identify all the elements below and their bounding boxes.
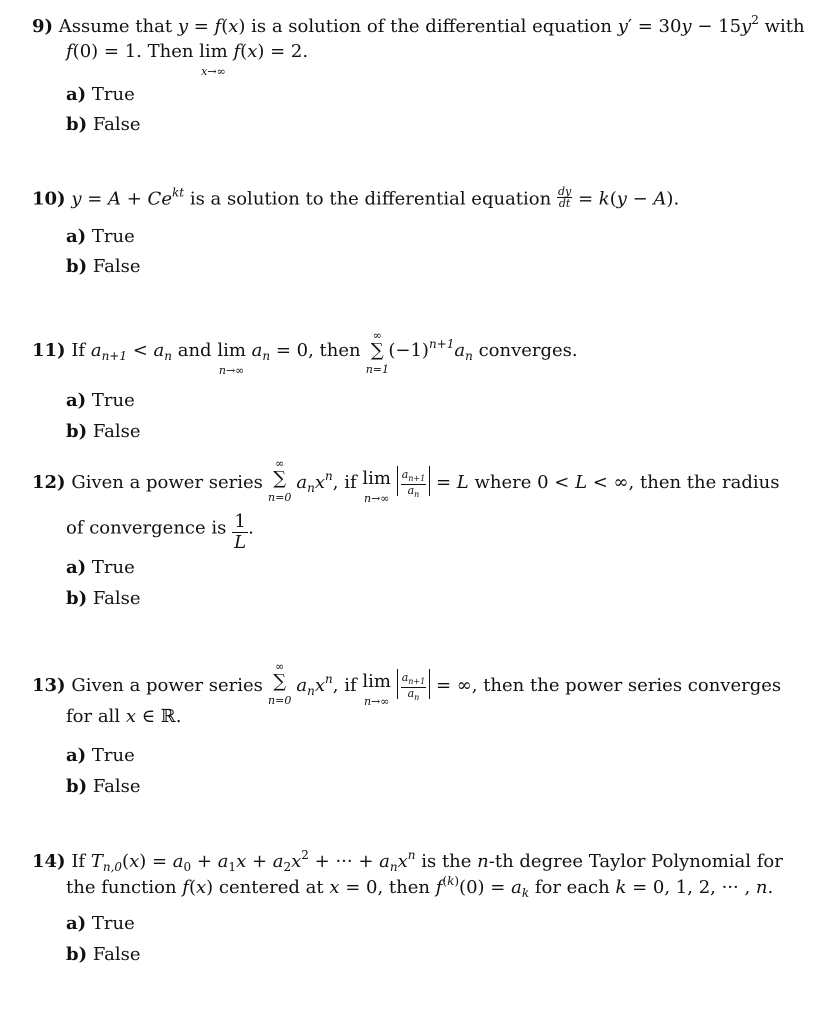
question-text: for all — [66, 706, 121, 727]
option-b[interactable] — [66, 256, 141, 278]
question-text: for each — [534, 877, 610, 898]
option-b[interactable] — [66, 776, 141, 798]
question-12-line-2: of convergence is $\frac{1}{L}$ . — [66, 511, 254, 553]
question-14-line-1: 14) If $T_{n,0}(x) = a_0 + a_1x + a_2x^2$ + ··· + $a_nx^n$ is the n-th degree Taylor Polynomial for — [32, 848, 783, 874]
option-a[interactable] — [66, 84, 135, 106]
question-number: 13) — [32, 675, 66, 696]
option-text: False — [92, 114, 141, 135]
option-text: True — [91, 390, 135, 411]
question-number: 12) — [32, 472, 66, 493]
option-label: b) — [66, 114, 88, 135]
question-text: centered at — [218, 877, 324, 898]
question-10-line-1: 10) $y = A + Ce^{kt}$ is a solution to the differential equation $\frac{dy}{dt}$ = k(y − A). — [32, 185, 680, 210]
option-label: b) — [66, 776, 88, 797]
option-a[interactable] — [66, 390, 135, 412]
option-a[interactable] — [66, 226, 135, 248]
option-label: b) — [66, 256, 88, 277]
option-text: False — [92, 421, 141, 442]
question-number: 14) — [32, 851, 66, 872]
option-a[interactable] — [66, 745, 135, 767]
question-text: Assume that — [58, 16, 173, 37]
question-text: , then the radius — [628, 472, 780, 493]
option-b[interactable] — [66, 588, 141, 610]
question-text: is a solution to the differential equation — [189, 188, 552, 210]
option-label: a) — [66, 557, 87, 578]
question-text: If — [71, 851, 86, 872]
option-text: False — [92, 776, 141, 797]
question-number: 9) — [32, 16, 54, 37]
question-12-line-1: 12) Given a power series ∑ ∞ n=0 $a_nx^n$, if lim n→∞ $\frac{a_{n+1}}{a_n}$ = L where 0 < L < ∞, then the radius — [32, 457, 780, 505]
option-label: a) — [66, 913, 87, 934]
option-label: b) — [66, 588, 88, 609]
option-label: a) — [66, 390, 87, 411]
question-number: 11) — [32, 340, 66, 361]
option-text: False — [92, 944, 141, 965]
question-text: Then — [147, 41, 194, 62]
option-label: b) — [66, 421, 88, 442]
question-11-line-1: 11) If $a_{n+1} < a_n$ and lim n→∞ $a_n = 0$, then ∑ ∞ n=1 $(-1)^{n+1}a_n$ converges. — [32, 329, 578, 377]
question-text: of convergence is — [66, 517, 227, 539]
question-13-line-1: 13) Given a power series ∑ ∞ n=0 $a_nx^n$, if lim n→∞ $\frac{a_{n+1}}{a_n}$ = ∞, then the power series converges — [32, 660, 782, 708]
option-text: False — [92, 256, 141, 277]
question-text: , if — [332, 675, 357, 696]
option-b[interactable] — [66, 944, 141, 966]
option-text: True — [91, 84, 135, 105]
question-text: converges. — [478, 340, 578, 361]
question-text: -th degree Taylor Polynomial for — [488, 851, 783, 872]
question-9-line-2: f(0) = 1. Then lim x→∞ f(x) = 2. — [66, 41, 309, 78]
question-text: , then — [377, 877, 430, 898]
option-text: True — [91, 226, 135, 247]
question-text: the function — [66, 877, 177, 898]
option-text: True — [91, 745, 135, 766]
question-text: with — [764, 16, 805, 37]
option-a[interactable] — [66, 913, 135, 935]
question-text: is the — [421, 851, 472, 872]
option-label: a) — [66, 226, 87, 247]
option-b[interactable] — [66, 421, 141, 443]
option-text: True — [91, 913, 135, 934]
question-text: and — [177, 340, 212, 361]
option-b[interactable] — [66, 114, 141, 136]
question-13-line-2: for all x ∈ ℝ. — [66, 706, 182, 727]
question-text: is a solution of the differential equation — [251, 16, 612, 37]
question-text: Given a power series — [71, 675, 263, 696]
question-text: , then the power series converges — [471, 675, 782, 696]
question-text: Given a power series — [71, 472, 263, 493]
question-text: If — [71, 340, 86, 361]
question-number: 10) — [32, 188, 66, 210]
option-a[interactable] — [66, 557, 135, 579]
question-9-line-1: 9) Assume that y = f(x) is a solution of the differential equation $y' = 30y - 15y^2$ with — [32, 13, 805, 37]
option-label: a) — [66, 745, 87, 766]
question-text: where — [474, 472, 532, 493]
question-14-line-2: the function f(x) centered at x = 0, then $f^{(k)}(0) = a_k$ for each k = 0, 1, 2, ··· , n. — [66, 874, 774, 900]
option-label: a) — [66, 84, 87, 105]
option-text: False — [92, 588, 141, 609]
option-label: b) — [66, 944, 88, 965]
option-text: True — [91, 557, 135, 578]
question-text: , if — [332, 472, 357, 493]
question-text: , then — [308, 340, 361, 361]
